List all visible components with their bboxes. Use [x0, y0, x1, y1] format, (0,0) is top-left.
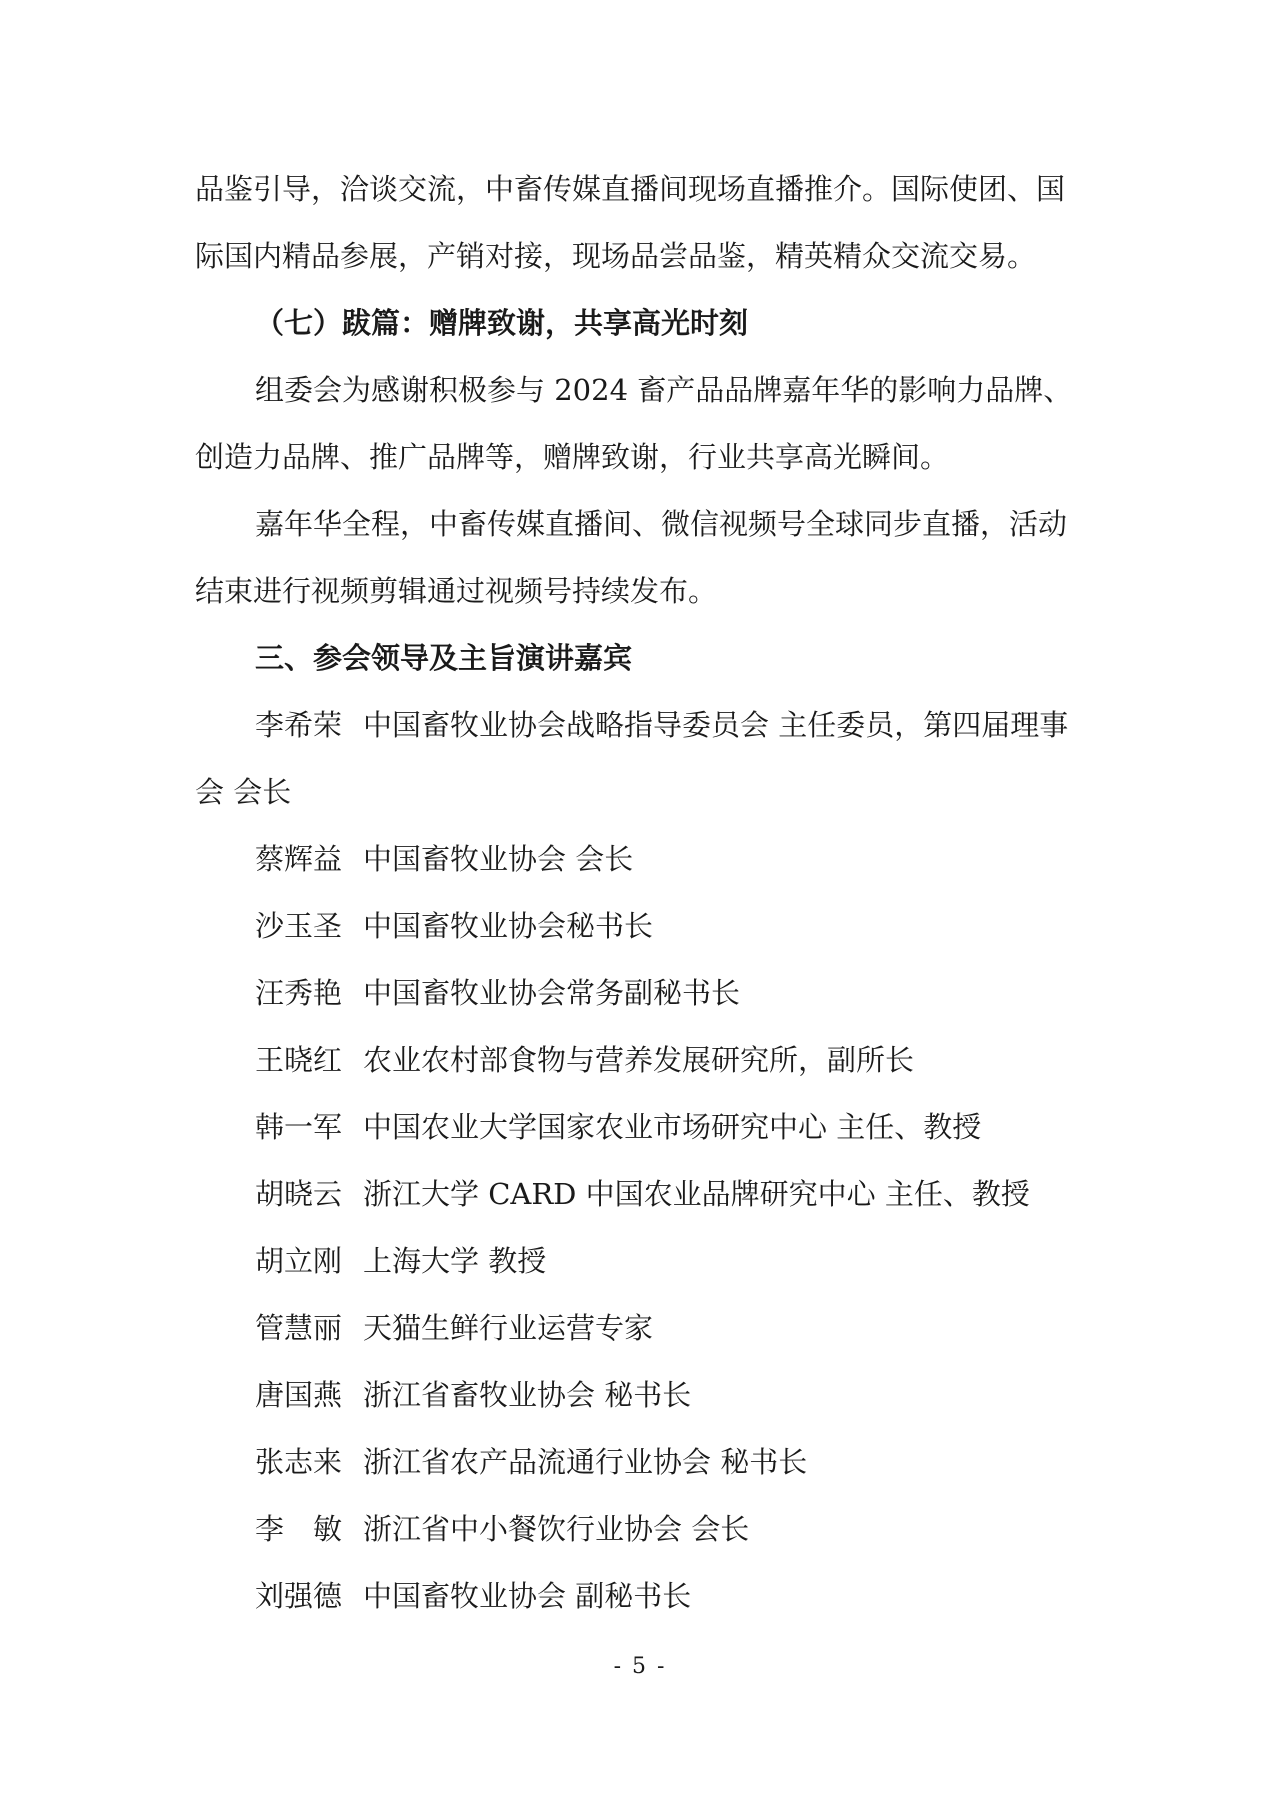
guest-name: 李希荣 [255, 708, 343, 742]
guest-name: 管慧丽 [255, 1311, 343, 1345]
guest-role: 中国畜牧业协会常务副秘书长 [363, 976, 741, 1010]
guest-role: 浙江大学 CARD 中国农业品牌研究中心 主任、教授 [363, 1177, 1030, 1211]
guest-role: 中国畜牧业协会 副秘书长 [363, 1579, 692, 1613]
guest-name: 汪秀艳 [255, 976, 343, 1010]
guest-role-continued: 会 会长 [195, 775, 292, 809]
paragraph-live-line1: 嘉年华全程，中畜传媒直播间、微信视频号全球同步直播，活动 [255, 507, 1068, 541]
guest-entry [255, 1512, 749, 1546]
page-number: - 5 - [613, 1654, 667, 1679]
guest-entry [255, 909, 653, 943]
paragraph-live-line2: 结束进行视频剪辑通过视频号持续发布。 [195, 574, 718, 608]
guest-role: 天猫生鲜行业运营专家 [363, 1311, 654, 1345]
paragraph-award-line1: 组委会为感谢积极参与 2024 畜产品品牌嘉年华的影响力品牌、 [255, 373, 1073, 407]
guest-role: 中国农业大学国家农业市场研究中心 主任、教授 [363, 1110, 982, 1144]
guest-entry [255, 1043, 914, 1077]
guest-entry [255, 1579, 691, 1613]
guest-entry [255, 1110, 981, 1144]
guest-name: 唐国燕 [255, 1378, 343, 1412]
guest-role: 浙江省畜牧业协会 秘书长 [363, 1378, 692, 1412]
guest-name: 李 敏 [255, 1512, 343, 1546]
guest-name: 蔡辉益 [255, 842, 343, 876]
guest-entry [255, 842, 633, 876]
guest-name: 王晓红 [255, 1043, 343, 1077]
guest-role: 农业农村部食物与营养发展研究所，副所长 [363, 1043, 915, 1077]
guest-role: 上海大学 教授 [363, 1244, 547, 1278]
guest-role: 中国畜牧业协会秘书长 [363, 909, 654, 943]
guest-name: 沙玉圣 [255, 909, 343, 943]
guest-name: 胡晓云 [255, 1177, 343, 1211]
guest-entry [255, 1177, 1030, 1211]
paragraph-award-line2: 创造力品牌、推广品牌等，赠牌致谢，行业共享高光瞬间。 [195, 440, 950, 474]
section-heading-7: （七）跋篇：赠牌致谢，共享高光时刻 [255, 306, 749, 340]
guest-name: 张志来 [255, 1445, 343, 1479]
guest-role: 中国畜牧业协会战略指导委员会 主任委员，第四届理事 [363, 708, 1069, 742]
guest-entry [255, 1378, 691, 1412]
guest-name: 刘强德 [255, 1579, 343, 1613]
section-heading-3: 三、参会领导及主旨演讲嘉宾 [255, 641, 633, 675]
paragraph-intro-line1: 品鉴引导，洽谈交流，中畜传媒直播间现场直播推介。国际使团、国 [195, 172, 1066, 206]
guest-role: 浙江省农产品流通行业协会 秘书长 [363, 1445, 808, 1479]
guest-role: 浙江省中小餐饮行业协会 会长 [363, 1512, 750, 1546]
guest-entry [255, 976, 740, 1010]
guest-entry [255, 708, 1068, 742]
guest-name: 胡立刚 [255, 1244, 343, 1278]
guest-entry [255, 1445, 807, 1479]
guest-role: 中国畜牧业协会 会长 [363, 842, 634, 876]
guest-entry [255, 1311, 653, 1345]
guest-name: 韩一军 [255, 1110, 343, 1144]
paragraph-intro-line2: 际国内精品参展，产销对接，现场品尝品鉴，精英精众交流交易。 [195, 239, 1037, 273]
guest-entry [255, 1244, 546, 1278]
